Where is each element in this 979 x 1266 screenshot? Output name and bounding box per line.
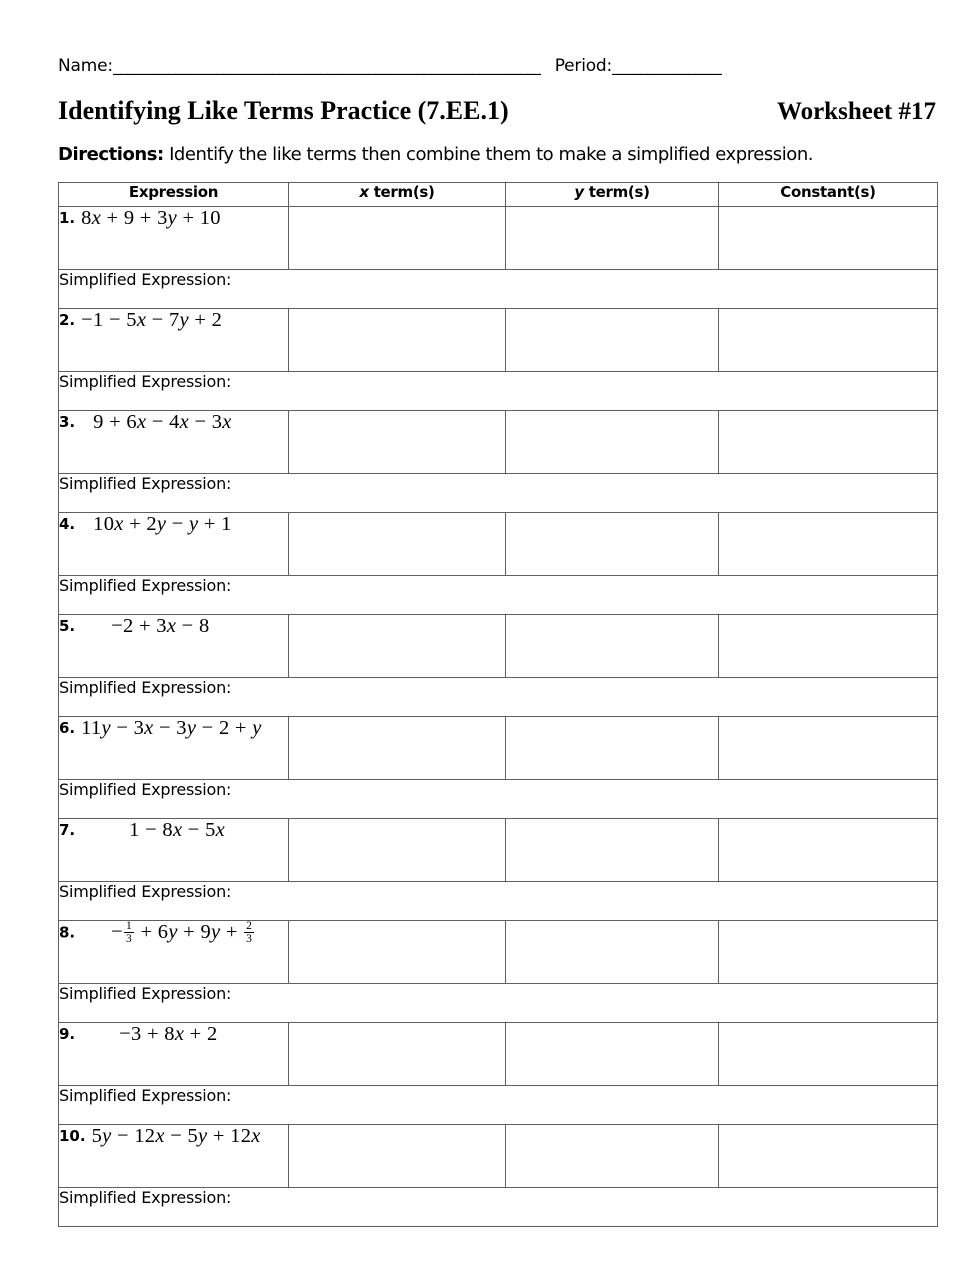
problem-number-8: 8. — [59, 923, 76, 942]
constants-answer-8[interactable] — [719, 921, 938, 984]
table-row — [59, 780, 938, 819]
column-header-x-terms — [289, 183, 506, 207]
y-terms-answer-5[interactable] — [506, 615, 719, 678]
problem-number-7: 7. — [59, 821, 76, 839]
worksheet-number: Worksheet #17 — [776, 98, 936, 125]
x-terms-answer-7[interactable] — [289, 819, 506, 882]
constants-answer-1[interactable] — [719, 207, 938, 270]
table-body — [59, 207, 938, 1227]
x-terms-answer-8[interactable] — [289, 921, 506, 984]
table-row — [59, 411, 938, 474]
x-terms-answer-1[interactable] — [289, 207, 506, 270]
simplified-expression-cell-10[interactable]: Simplified Expression: — [59, 1188, 938, 1227]
expression-text-6: 11y − 3x − 3y − 2 + y — [81, 717, 262, 739]
table-row — [59, 882, 938, 921]
y-terms-answer-9[interactable] — [506, 1023, 719, 1086]
y-terms-answer-1[interactable] — [506, 207, 719, 270]
problem-number-1: 1. — [59, 209, 76, 227]
simplified-expression-cell-4[interactable]: Simplified Expression: — [59, 576, 938, 615]
y-terms-answer-8[interactable] — [506, 921, 719, 984]
constants-answer-5[interactable] — [719, 615, 938, 678]
x-terms-answer-5[interactable] — [289, 615, 506, 678]
simplified-expression-cell-7[interactable]: Simplified Expression: — [59, 882, 938, 921]
expression-text-10: 5y − 12x − 5y + 12x — [91, 1125, 261, 1147]
x-terms-answer-9[interactable] — [289, 1023, 506, 1086]
expression-text-4: 10x + 2y − y + 1 — [93, 513, 232, 535]
expression-cell-6 — [59, 717, 289, 780]
expression-cell-4 — [59, 513, 289, 576]
x-terms-answer-6[interactable] — [289, 717, 506, 780]
table-row — [59, 921, 938, 984]
table-row — [59, 1125, 938, 1188]
y-terms-answer-6[interactable] — [506, 717, 719, 780]
x-terms-answer-2[interactable] — [289, 309, 506, 372]
y-terms-answer-4[interactable] — [506, 513, 719, 576]
like-terms-table — [58, 182, 938, 1227]
table-row — [59, 678, 938, 717]
table-row — [59, 309, 938, 372]
constants-answer-4[interactable] — [719, 513, 938, 576]
simplified-expression-cell-8[interactable]: Simplified Expression: — [59, 984, 938, 1023]
x-terms-answer-4[interactable] — [289, 513, 506, 576]
simplified-expression-cell-9[interactable]: Simplified Expression: — [59, 1086, 938, 1125]
table-row — [59, 984, 938, 1023]
y-terms-suffix: term(s) — [583, 183, 650, 201]
table-row — [59, 819, 938, 882]
problem-number-5: 5. — [59, 617, 76, 635]
x-variable-glyph: x — [359, 183, 369, 201]
constants-answer-2[interactable] — [719, 309, 938, 372]
expression-text-5: −2 + 3x − 8 — [111, 615, 210, 637]
table-header-row — [59, 183, 938, 207]
expression-cell-3 — [59, 411, 289, 474]
problem-number-10: 10. — [59, 1127, 86, 1145]
table-row — [59, 576, 938, 615]
table-row — [59, 474, 938, 513]
simplified-expression-cell-5[interactable]: Simplified Expression: — [59, 678, 938, 717]
directions-label: Directions: — [58, 144, 164, 165]
problem-number-6: 6. — [59, 719, 76, 737]
expression-cell-2 — [59, 309, 289, 372]
title-row — [58, 96, 938, 128]
column-header-y-terms — [506, 183, 719, 207]
column-header-expression: Expression — [59, 183, 289, 207]
simplified-expression-cell-6[interactable]: Simplified Expression: — [59, 780, 938, 819]
page-title: Identifying Like Terms Practice (7.EE.1) — [58, 96, 509, 125]
x-terms-answer-10[interactable] — [289, 1125, 506, 1188]
simplified-expression-cell-2[interactable]: Simplified Expression: — [59, 372, 938, 411]
problem-number-2: 2. — [59, 311, 76, 329]
simplified-expression-cell-1[interactable]: Simplified Expression: — [59, 270, 938, 309]
constants-answer-6[interactable] — [719, 717, 938, 780]
constants-answer-9[interactable] — [719, 1023, 938, 1086]
x-terms-suffix: term(s) — [368, 183, 435, 201]
y-terms-answer-10[interactable] — [506, 1125, 719, 1188]
name-blank-rule[interactable]: ______________________________________________________________ — [112, 56, 541, 75]
period-label: Period: — [554, 56, 613, 76]
column-header-constants: Constant(s) — [719, 183, 938, 207]
simplified-expression-cell-3[interactable]: Simplified Expression: — [59, 474, 938, 513]
expression-text-3: 9 + 6x − 4x − 3x — [93, 411, 232, 433]
directions-text: Identify the like terms then combine them to make a simplified expression. — [163, 144, 814, 165]
table-row — [59, 513, 938, 576]
problem-number-4: 4. — [59, 515, 76, 533]
constants-answer-10[interactable] — [719, 1125, 938, 1188]
expression-text-2: −1 − 5x − 7y + 2 — [81, 309, 223, 331]
expression-text-7: 1 − 8x − 5x — [129, 819, 226, 841]
table-row — [59, 207, 938, 270]
directions — [58, 144, 948, 165]
period-blank-rule[interactable]: ________________ — [612, 56, 723, 75]
table-row — [59, 1188, 938, 1227]
table-row — [59, 615, 938, 678]
expression-text-1: 8x + 9 + 3y + 10 — [81, 207, 221, 229]
y-terms-answer-2[interactable] — [506, 309, 719, 372]
expression-cell-5 — [59, 615, 289, 678]
expression-cell-1 — [59, 207, 289, 270]
problem-number-9: 9. — [59, 1025, 76, 1043]
name-period-line — [58, 56, 938, 82]
y-variable-glyph: y — [574, 183, 584, 201]
constants-answer-3[interactable] — [719, 411, 938, 474]
expression-cell-8 — [59, 921, 289, 984]
y-terms-answer-3[interactable] — [506, 411, 719, 474]
table-row — [59, 1023, 938, 1086]
expression-cell-9 — [59, 1023, 289, 1086]
x-terms-answer-3[interactable] — [289, 411, 506, 474]
table-row — [59, 1086, 938, 1125]
table-row — [59, 270, 938, 309]
expression-cell-7 — [59, 819, 289, 882]
expression-text-9: −3 + 8x + 2 — [119, 1023, 218, 1045]
expression-cell-10 — [59, 1125, 289, 1188]
table-row — [59, 372, 938, 411]
y-terms-answer-7[interactable] — [506, 819, 719, 882]
fraction-one-third: $\frac{1}{3}$ — [126, 920, 133, 946]
name-label: Name: — [58, 56, 113, 76]
problem-number-3: 3. — [59, 413, 76, 431]
constants-answer-7[interactable] — [719, 819, 938, 882]
fraction-two-thirds: $\frac{2}{3}$ — [246, 920, 253, 946]
expression-text-8: − $\frac{1}{3}$ + 6y + 9y + $\frac{2}{3}$ — [111, 920, 253, 946]
table-row — [59, 717, 938, 780]
